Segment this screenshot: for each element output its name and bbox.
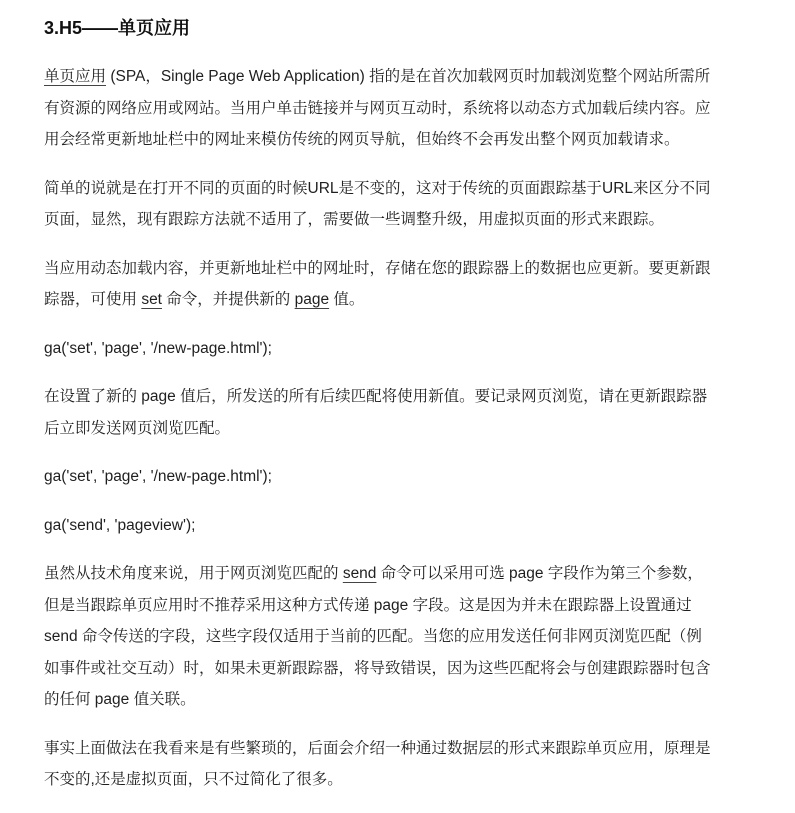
code-line: ga('send', 'pageview'); xyxy=(44,516,196,534)
link-send[interactable]: send xyxy=(342,565,377,582)
text: 后立即发送网页浏览匹配。 xyxy=(44,419,231,437)
text: 虽然从技术角度来说，用于网页浏览匹配的 xyxy=(44,565,343,582)
text: 但是当跟踪单页应用时不推荐采用这种方式传递 page 字段。这是因为并未在跟踪器上设置通过 xyxy=(44,596,692,614)
paragraph-send-pageview xyxy=(44,381,764,444)
paragraph-update-tracker xyxy=(44,253,764,316)
text: 事实上面做法在我看来是有些繁琐的，后面会介绍一种通过数据层的形式来跟踪单页应用，原理是 xyxy=(44,739,711,757)
text: send 命令传送的字段，这些字段仅适用于当前的匹配。当您的应用发送任何非网页浏览匹配（例 xyxy=(44,628,702,645)
paragraph-send-page-field xyxy=(44,558,764,716)
link-spa[interactable]: 单页应用 xyxy=(44,68,107,85)
text: 的任何 page 值关联。 xyxy=(44,691,196,708)
text: 当应用动态加载内容，并更新地址栏中的网址时，存储在您的跟踪器上的数据也应更新。要更新跟 xyxy=(44,259,711,277)
text: 踪器，可使用 xyxy=(44,291,142,308)
paragraph-conclusion xyxy=(44,733,764,796)
section-heading: 3.H5——单页应用 xyxy=(44,18,191,38)
article xyxy=(44,12,764,813)
text: 如事件或社交互动）时，如果未更新跟踪器，将导致错误，因为这些匹配将会与创建跟踪器时包含 xyxy=(44,659,711,677)
text: 在设置了新的 page 值后，所发送的所有后续匹配将使用新值。要记录网页浏览，请在更新跟踪器 xyxy=(44,388,708,405)
paragraph-spa-intro xyxy=(44,61,764,156)
text: 有资源的网络应用或网站。当用户单击链接并与网页互动时，系统将以动态方式加载后续内容。应 xyxy=(44,99,711,117)
code-line: ga('set', 'page', '/new-page.html'); xyxy=(44,468,272,485)
text: 页面，显然，现有跟踪方法就不适用了，需要做一些调整升级，用虚拟页面的形式来跟踪。 xyxy=(44,211,665,228)
code-line: ga('set', 'page', '/new-page.html'); xyxy=(44,339,272,357)
text: 值。 xyxy=(329,291,365,308)
text: 命令可以采用可选 page 字段作为第三个参数， xyxy=(376,565,703,582)
text: 命令，并提供新的 xyxy=(162,291,295,308)
paragraph-url-unchanged xyxy=(44,173,764,236)
text: 不变的,还是虚拟页面，只不过简化了很多。 xyxy=(44,771,343,788)
text: 用会经常更新地址栏中的网址来模仿传统的网页导航，但始终不会再发出整个网页加载请求。 xyxy=(44,131,680,148)
text: (SPA，Single Page Web Application) 指的是在首次加载网页时加载浏览整个网站所需所 xyxy=(106,68,711,85)
link-set[interactable]: set xyxy=(141,291,162,308)
link-page[interactable]: page xyxy=(294,291,330,308)
text: 简单的说就是在打开不同的页面的时候URL是不变的，这对于传统的页面跟踪基于URL来区分不同 xyxy=(44,179,711,197)
